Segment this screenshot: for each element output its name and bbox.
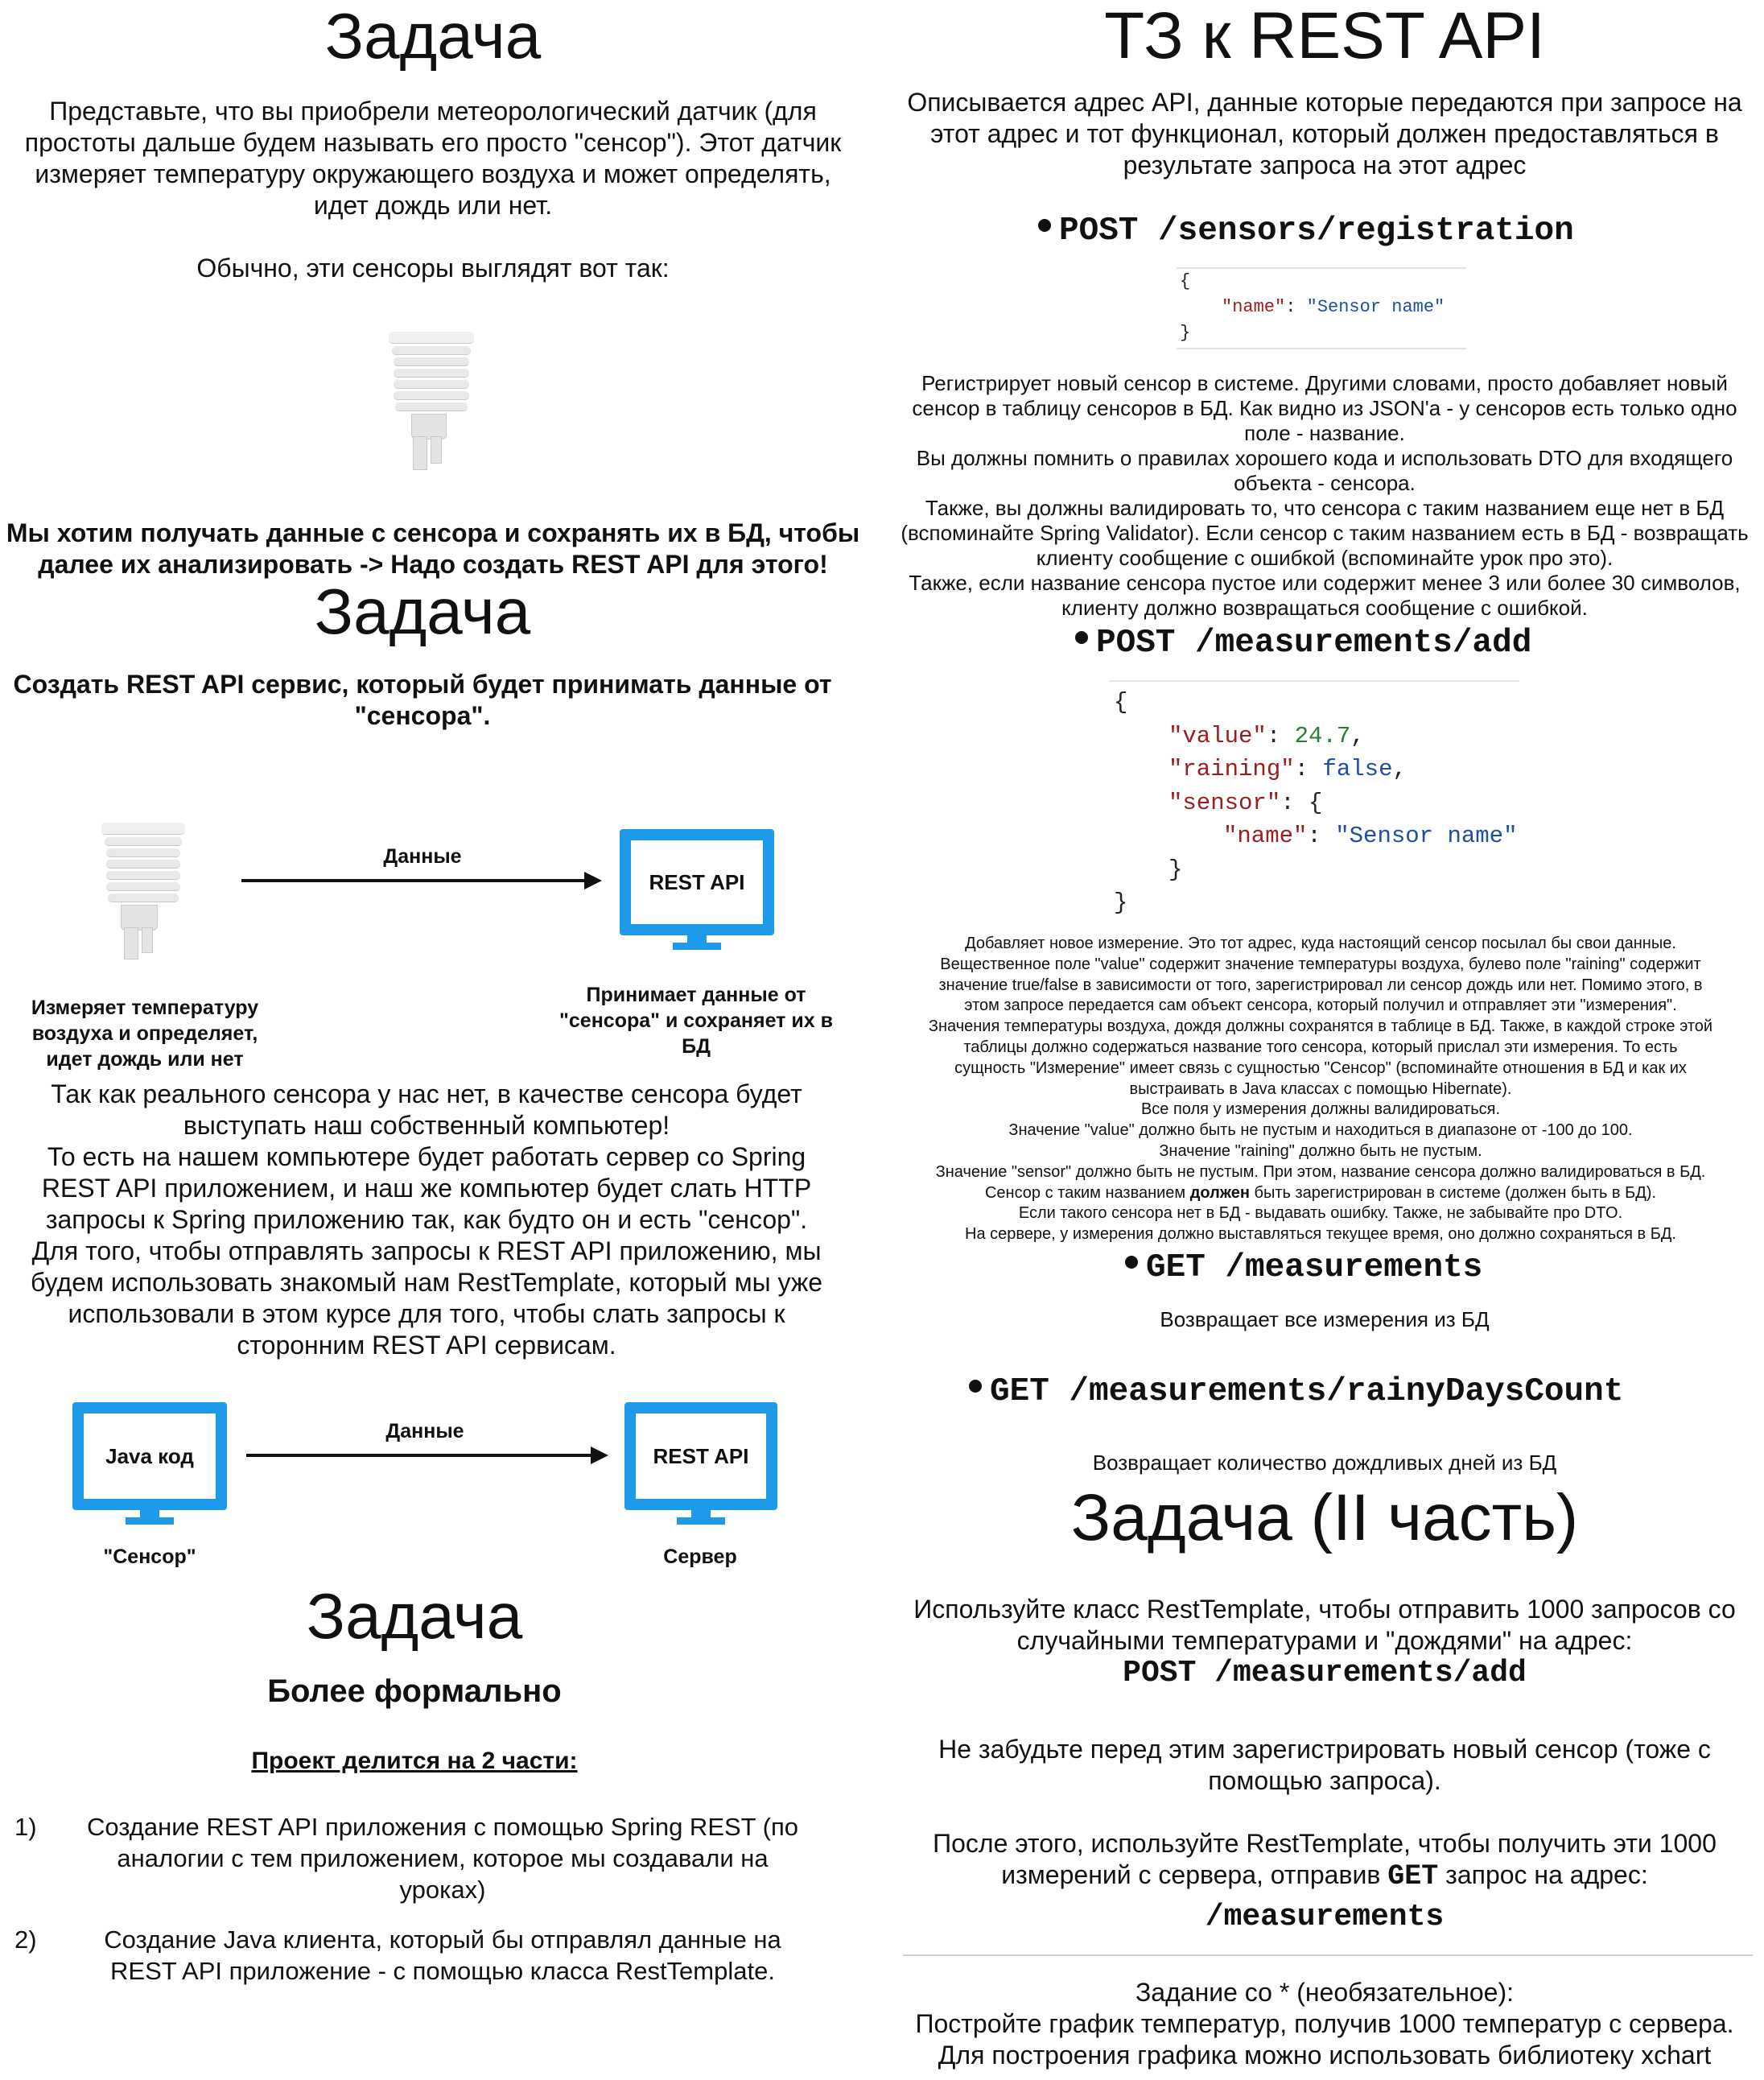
intro-line: идет дождь или нет. bbox=[313, 191, 553, 220]
part2-text-2 bbox=[885, 1734, 1764, 1797]
desc-line: Значение "raining" должно быть не пустым. bbox=[1159, 1141, 1482, 1160]
java-code-monitor-label: Java код bbox=[72, 1402, 227, 1510]
explanation-line: То есть на нашем компьютере будет работать сервер со Spring bbox=[47, 1142, 806, 1171]
task-title-2: Задача bbox=[314, 576, 531, 647]
get-code: GET bbox=[1387, 1860, 1439, 1892]
monitor-caption bbox=[547, 982, 845, 1059]
desc-line: сенсор в таблицу сенсоров в БД. Как видно из JSON'a - у сенсоров есть только одно bbox=[912, 396, 1737, 420]
text-line: измерений с сервера, отправив GET запрос на адрес: bbox=[1001, 1860, 1648, 1892]
desc-line: Добавляет новое измерение. Это тот адрес, куда настоящий сенсор посылал бы свои данные. bbox=[965, 935, 1676, 952]
monitor-icon bbox=[624, 1402, 777, 1525]
desc-line: объекта - сенсора. bbox=[1234, 471, 1416, 495]
endpoint-description: Возвращает количество дождливых дней из БД bbox=[1092, 1451, 1557, 1475]
endpoint-path: /sensors/registration bbox=[1158, 213, 1574, 250]
part2-title: Задача (II часть) bbox=[1070, 1481, 1579, 1554]
desc-line: Значение "value" должно быть не пустым и находиться в диапазоне от -100 до 100. bbox=[1008, 1121, 1633, 1140]
list-text bbox=[56, 1811, 829, 1905]
desc-line: поле - название. bbox=[1244, 421, 1405, 445]
goal-text bbox=[0, 518, 866, 580]
endpoint-method: POST bbox=[1096, 625, 1176, 662]
desc-line: сущность "Измерение" имеет связь с сущностью "Сенсор" (вспоминайте отношения в БД и как их bbox=[954, 1059, 1687, 1077]
desc-line: На сервере, у измерения должно выставляться текущее время, оно должно сохраняться в БД. bbox=[965, 1225, 1676, 1244]
weather-sensor-image bbox=[101, 823, 185, 958]
bullet-icon bbox=[1125, 1256, 1138, 1269]
desc-line-bold: Сенсор с таким названием должен быть зарегистрирован в системе (должен быть в БД). bbox=[984, 1183, 1657, 1202]
caption-line: Принимает данные от bbox=[586, 984, 806, 1006]
task-intro bbox=[0, 96, 866, 221]
monitor-icon bbox=[620, 829, 774, 950]
desc-line: Также, вы должны валидировать то, что сенсора с таким названием еще нет в БД bbox=[925, 496, 1725, 520]
desc-line: Значение "sensor" должно быть не пустым. При этом, название сенсора должно валидироваться в БД. bbox=[935, 1162, 1706, 1181]
desc-line: (вспоминайте Spring Validator). Если сенсор с таким названием есть в БД - возвращать bbox=[901, 521, 1749, 545]
json-value: "Sensor name" bbox=[1306, 297, 1445, 317]
desc-line: Также, если название сенсора пустое или содержит менее 3 или более 30 символов, bbox=[909, 571, 1741, 595]
json-value: "Sensor name" bbox=[1335, 823, 1518, 849]
intro-line: Описывается адрес API, данные которые передаются при запросе на bbox=[907, 88, 1742, 117]
json-value: 24.7 bbox=[1294, 722, 1351, 749]
server-caption: Сервер bbox=[663, 1546, 737, 1568]
caption-line: идет дождь или нет bbox=[46, 1048, 244, 1071]
text-line: Для построения графика можно использовать библиотеку xchart bbox=[938, 2041, 1712, 2070]
text-line: случайными температурами и "дождями" на адрес: bbox=[1016, 1626, 1633, 1655]
task-statement bbox=[0, 669, 845, 732]
intro-line: простоты дальше будем называть его просто "сенсор"). Этот датчик bbox=[24, 128, 842, 157]
caption-line: БД bbox=[682, 1035, 711, 1058]
text-line: Используйте класс RestTemplate, чтобы отправить 1000 запросов со bbox=[913, 1595, 1736, 1624]
caption-line: воздуха и определяет, bbox=[31, 1022, 258, 1045]
formal-subtitle: Более формально bbox=[267, 1673, 562, 1709]
text-line: Постройте график температур, получив 1000 температур с сервера. bbox=[915, 2009, 1734, 2038]
parts-heading: Проект делится на 2 части: bbox=[251, 1748, 578, 1774]
data-arrow-label: Данные bbox=[383, 845, 462, 868]
list-line: REST API приложение - с помощью класса RestTemplate. bbox=[110, 1957, 775, 1985]
task-line: Создать REST API сервис, который будет принимать данные от bbox=[13, 670, 832, 699]
endpoint-measurements bbox=[1125, 1249, 1482, 1286]
code-divider bbox=[1109, 680, 1519, 682]
intro-line: Представьте, что вы приобрели метеорологический датчик (для bbox=[49, 97, 817, 126]
bullet-icon bbox=[1075, 631, 1088, 644]
monitor-icon bbox=[72, 1402, 227, 1525]
json-brace: { bbox=[1309, 789, 1323, 816]
json-code-block bbox=[1177, 267, 1466, 349]
text-line: После этого, используйте RestTemplate, чтобы получить эти 1000 bbox=[933, 1829, 1717, 1858]
desc-line: Если такого сенсора нет в БД - выдавать ошибку. Также, не забывайте про DTO. bbox=[1018, 1204, 1623, 1223]
spec-intro bbox=[885, 87, 1764, 181]
desc-line: Вы должны помнить о правилах хорошего кода и использовать DTO для входящего bbox=[916, 446, 1733, 470]
intro-line: измеряет температуру окружающего воздуха и может определять, bbox=[35, 159, 831, 188]
list-item bbox=[14, 1924, 851, 1996]
text-line: Задание со * (необязательное): bbox=[1135, 1978, 1515, 2007]
text-line: Не забудьте перед этим зарегистрировать новый сенсор (тоже с bbox=[938, 1735, 1711, 1764]
json-key: "raining" bbox=[1168, 756, 1295, 782]
list-line: уроках) bbox=[399, 1876, 486, 1904]
part2-text-3 bbox=[885, 1828, 1764, 1892]
endpoint-path: /measurements/rainyDaysCount bbox=[1069, 1373, 1624, 1410]
optional-task bbox=[885, 1977, 1764, 2071]
list-line: Создание Java клиента, который бы отправлял данные на bbox=[104, 1925, 781, 1954]
desc-line: этом запросе передается сам объект сенсора, который получил и отправляет эти "измерения". bbox=[964, 997, 1677, 1015]
data-arrow-label: Данные bbox=[385, 1420, 464, 1442]
endpoint-method: GET bbox=[990, 1373, 1049, 1410]
desc-line: Все поля у измерения должны валидироваться. bbox=[1140, 1100, 1501, 1119]
goal-line: далее их анализировать -> Надо создать REST API для этого! bbox=[38, 550, 828, 579]
endpoint-path: /measurements bbox=[1225, 1249, 1483, 1286]
endpoint-measurements-add bbox=[1075, 625, 1531, 662]
spec-title: ТЗ к REST API bbox=[1104, 0, 1545, 72]
json-brace: } bbox=[1180, 323, 1191, 343]
caption-line: "сенсора" и сохраняет их в bbox=[559, 1009, 833, 1032]
sensor-caption-2: "Сенсор" bbox=[103, 1546, 196, 1568]
arrow-head-icon bbox=[584, 872, 602, 889]
endpoint-description: Возвращает все измерения из БД bbox=[1160, 1307, 1490, 1331]
list-line: Создание REST API приложения с помощью Spring REST (по bbox=[86, 1813, 799, 1841]
data-arrow bbox=[241, 879, 586, 882]
json-brace: } bbox=[1114, 889, 1128, 916]
caption-line: Измеряет температуру bbox=[31, 997, 259, 1019]
list-line: аналогии с тем приложением, которое мы создавали на bbox=[117, 1844, 769, 1872]
text-line: помощью запроса). bbox=[1208, 1766, 1441, 1795]
bullet-icon bbox=[969, 1380, 982, 1393]
list-number: 2) bbox=[14, 1925, 37, 1954]
explanation-line: Для того, чтобы отправлять запросы к REST API приложению, мы bbox=[31, 1236, 822, 1265]
desc-line: таблицы должно содержаться название того сенсора, который прислал эти измерения. То есть bbox=[963, 1038, 1678, 1056]
task-line: "сенсора". bbox=[354, 701, 491, 730]
json-key: "sensor" bbox=[1168, 789, 1281, 816]
json-brace: { bbox=[1114, 689, 1128, 716]
arrow-head-icon bbox=[591, 1447, 608, 1464]
endpoint-description bbox=[885, 371, 1764, 621]
endpoint-method: POST bbox=[1059, 213, 1139, 250]
explanation-line: запросы к Spring приложению так, как будто он и есть "сенсор". bbox=[45, 1205, 808, 1234]
data-arrow bbox=[246, 1454, 592, 1457]
json-value: false bbox=[1322, 756, 1393, 782]
endpoint-description bbox=[877, 934, 1764, 1245]
json-key: "name" bbox=[1222, 297, 1286, 317]
part2-post-code: POST /measurements/add bbox=[1123, 1656, 1527, 1690]
weather-sensor-image bbox=[389, 332, 474, 468]
list-item bbox=[14, 1811, 851, 1924]
intro-line: этот адрес и тот функционал, который должен предоставляться в bbox=[930, 119, 1719, 148]
endpoint-path: /measurements/add bbox=[1195, 625, 1532, 662]
intro-line: результате запроса на этот адрес bbox=[1123, 151, 1527, 180]
part2-text-1 bbox=[885, 1594, 1764, 1657]
monitor-screen-label: REST API bbox=[620, 829, 774, 935]
desc-line: Регистрирует новый сенсор в системе. Другими словами, просто добавляет новый bbox=[921, 371, 1728, 395]
json-code-block: { "value": 24.7, "raining": false, "sensor": { "name": "Sensor name" } } bbox=[1114, 689, 1518, 916]
explanation-line: Так как реального сенсора у нас нет, в качестве сенсора будет bbox=[51, 1079, 802, 1108]
task-title-1: Задача bbox=[324, 0, 542, 72]
sensor-look-text: Обычно, эти сенсоры выглядят вот так: bbox=[196, 254, 670, 283]
divider bbox=[903, 1954, 1753, 1956]
desc-line: выстраивать в Java классах с помощью Hibernate). bbox=[1129, 1079, 1512, 1098]
rest-api-monitor-label: REST API bbox=[624, 1402, 777, 1510]
explanation-line: сторонним REST API сервисам. bbox=[237, 1331, 616, 1360]
explanation-line: REST API приложением, и наш же компьютер будет слать HTTP bbox=[41, 1174, 812, 1203]
task-title-3: Задача bbox=[306, 1580, 523, 1652]
explanation-line: будем использовать знакомый нам RestTemplate, который мы уже bbox=[30, 1268, 823, 1297]
endpoint-rainy-days bbox=[969, 1373, 1623, 1410]
json-key: "name" bbox=[1223, 823, 1308, 849]
desc-line: Значения температуры воздуха, дождя должны сохранятся в таблице в БД. Также, в каждой строке этой bbox=[928, 1017, 1713, 1036]
list-number: 1) bbox=[14, 1813, 37, 1841]
parts-list bbox=[14, 1811, 851, 1996]
json-key: "value" bbox=[1168, 722, 1267, 749]
sensor-caption bbox=[16, 995, 274, 1072]
desc-line: клиенту должно возвращаться сообщение с ошибкой. bbox=[1061, 596, 1588, 620]
explanation-text bbox=[0, 1079, 853, 1361]
desc-line: Вещественное поле "value" содержит значение температуры воздуха, булево поле "raining" содержит bbox=[940, 955, 1701, 973]
explanation-line: использовали в этом курсе для того, чтобы слать запросы к bbox=[68, 1299, 785, 1328]
part2-get-path: /measurements bbox=[1205, 1900, 1445, 1934]
json-colon: : bbox=[1285, 297, 1307, 317]
desc-line: клиенту сообщение с ошибкой (вспоминайте урок про это). bbox=[1036, 546, 1614, 570]
desc-line: значение true/false в зависимости от того, зарегистрировал ли сенсор дождь или нет. Помимо этого, в bbox=[938, 976, 1703, 994]
explanation-line: выступать наш собственный компьютер! bbox=[183, 1111, 670, 1140]
json-brace: } bbox=[1168, 856, 1183, 883]
json-brace: { bbox=[1180, 271, 1191, 291]
endpoint-method: GET bbox=[1146, 1249, 1206, 1286]
goal-line: Мы хотим получать данные с сенсора и сохранять их в БД, чтобы bbox=[6, 518, 860, 547]
endpoint-sensor-registration bbox=[1038, 213, 1574, 250]
list-text bbox=[56, 1924, 829, 1987]
bullet-icon bbox=[1038, 219, 1051, 232]
